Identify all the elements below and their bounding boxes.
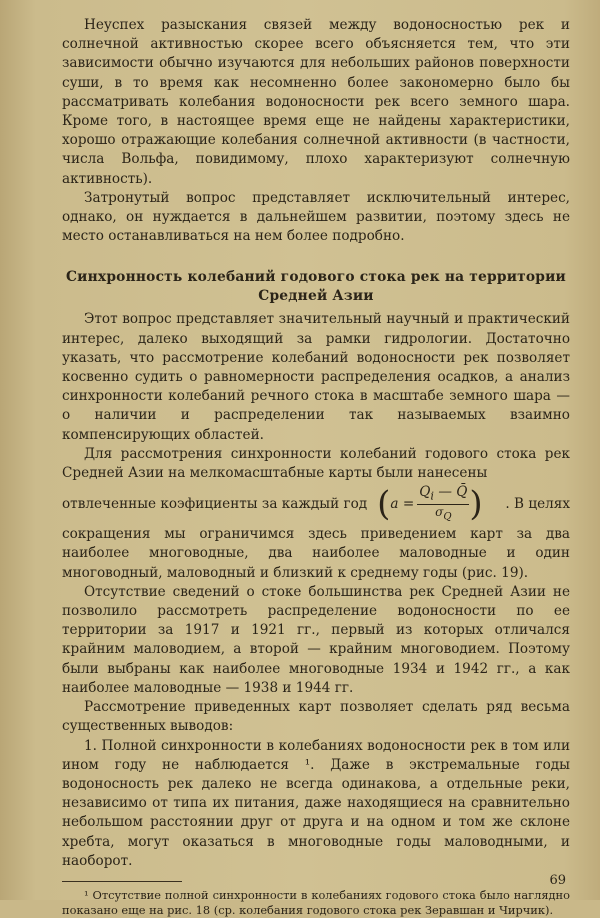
formula-numerator [417, 484, 469, 505]
paragraph-practical-interest: Этот вопрос представляет значительный научный и практический интерес, далеко выходящий за рамки гидрологии. Достаточно указать, что рассмотрение колебаний водоносности рек позволяет косвенно судить о равномерности распределения осадков, а анализ синхронности колебаний речного стока в масштабе земного шара — о наличии и распределении так называемых взаимно компенсирующих областей. [62, 311, 570, 443]
paragraph-conclusion-1: 1. Полной синхронности в колебаниях водоносности рек в том или ином году не наблюдается ¹. Даже в экстремальные годы водоносность рек далеко не всегда одинакова, а отдельные реки, независимо от типа их питания, даже находящиеся на сравнительно небольшом расстоянии друг от друга и на одном и том же склоне хребта, могут оказаться в многоводные годы маловодными, и наоборот. [62, 737, 570, 869]
formula-minus: — [434, 484, 457, 501]
formula-open-paren: ( [377, 484, 391, 525]
section-title: Синхронность колебаний годового стока рек на территории Средней Азии [65, 269, 566, 305]
formula-fraction [417, 484, 469, 524]
page-number: 69 [549, 873, 566, 888]
paragraph-maps-intro: Для рассмотрения синхронности колебаний годового стока рек Средней Азии на мелкомасштабные карты были нанесены [62, 445, 570, 482]
formula-trailing-text: . В целях [505, 495, 570, 512]
formula-close-paren: ) [469, 484, 483, 525]
formula-q-mean: Q̄ [456, 484, 468, 501]
page-body [62, 16, 570, 918]
formula-line [62, 483, 570, 525]
paragraph-solar-activity: Неуспех разыскания связей между водоносностью рек и солнечной активностью скорее всего объясняется тем, что эти зависимости обычно изучаются для небольших районов поверхности суши, в то время как несомненно более закономерно было бы рассматривать колебания водоносности рек всего земного шара. Кроме того, в настоящее время еще не найдены характеристики, хорошо отражающие колебания солнечной активности (в частности, числа Вольфа, повидимому, плохо характеризуют солнечную активность). [62, 17, 570, 187]
formula-sigma-sub: Q [443, 511, 452, 523]
formula-q: Q [419, 484, 431, 501]
paragraph-conclusions-intro: Рассмотрение приведенных карт позволяет сделать ряд весьма существенных выводов: [62, 699, 570, 735]
formula-sigma: σ [435, 504, 444, 519]
paragraph-data-absence: Отсутствие сведений о стоке большинства рек Средней Азии не позволило рассмотреть распределение водоносности по ее территории за 1917 и 1921 гг., первый из которых отличался крайним маловодием, а второй — крайним многоводием. Поэтому были выбраны как наиболее многоводные 1934 и 1942 гг., а как наиболее маловодные — 1938 и 1944 гг. [62, 583, 570, 696]
paragraph-further-development: Затронутый вопрос представляет исключительный интерес, однако, он нуждается в дальнейшем развитии, поэтому здесь не место останавливаться на нем более подробно. [62, 189, 570, 245]
formula-lhs: a = [390, 495, 415, 512]
formula-denominator [435, 505, 451, 524]
formula-lead-text: отвлеченные коэфициенты за каждый год [62, 495, 368, 512]
coefficient-formula [377, 484, 483, 524]
paragraph-maps-continued: сокращения мы ограничимся здесь приведением карт за два наиболее многоводные, два наиболее маловодные и один многоводный, маловодный и близкий к среднему годы (рис. 19). [62, 526, 570, 581]
formula-q-sub: i [430, 488, 435, 503]
footnote: ¹ Отсутствие полной синхронности в колебаниях годового стока было наглядно показано еще на рис. 18 (ср. колебания годового стока рек Зеравшан и Чирчик). [62, 887, 570, 917]
footnote-divider [62, 881, 182, 882]
